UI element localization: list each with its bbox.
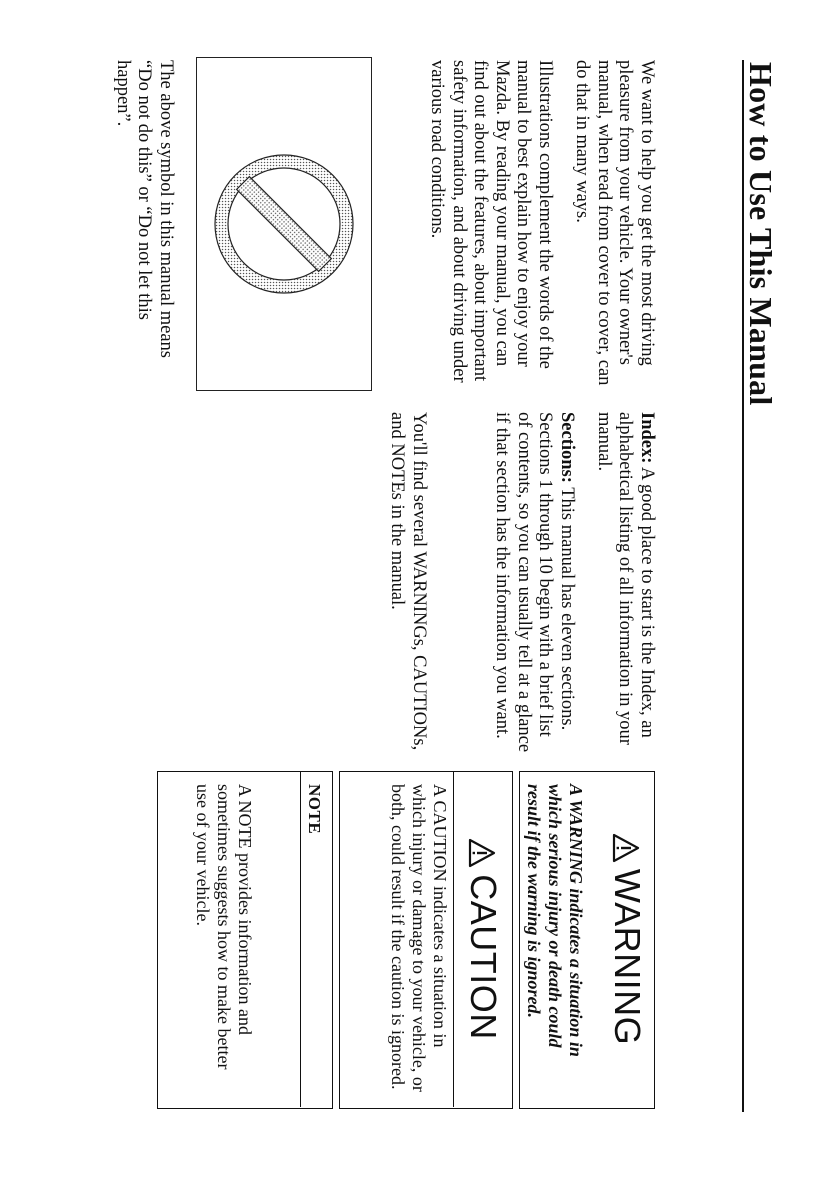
- prohibition-circle-icon: [197, 58, 371, 390]
- note-text: A NOTE provides information and sometimes suggests how to make better use of your vehicle.: [193, 784, 255, 1070]
- symbol-box: [196, 57, 372, 391]
- note-heading: NOTE: [305, 784, 324, 835]
- illustrations-paragraph: Illustrations complement the words of the manual to best explain how to enjoy your Mazda. By reading your manual, you can find out about the features, about important safety information, and about driving under various road conditions.: [427, 60, 555, 383]
- note-divider: [300, 771, 301, 1107]
- caution-heading-text: CAUTION: [463, 874, 504, 1040]
- intro-paragraph: We want to help you get the most driving pleasure from your vehicle. Your owner's manual, when read from cover to cover, can do that in many ways.: [572, 60, 657, 386]
- index-paragraph: [593, 412, 658, 755]
- index-label: Index:: [637, 412, 657, 464]
- page-title: How to Use This Manual: [743, 62, 779, 406]
- warning-triangle-icon: [612, 833, 640, 863]
- index-text: A good place to start is the Index, an alphabetical listing of all information in your manual.: [594, 412, 657, 745]
- caution-heading: [453, 771, 513, 1107]
- symbol-caption: The above symbol in this manual means “Do not do this” or “Do not let this happen”.: [113, 60, 176, 358]
- sections-label: Sections:: [557, 412, 577, 483]
- sections-text: This manual has eleven sections. Sections 1 through 10 begin with a brief list of contents, so you can usually tell at a glance if that section has the information you want.: [492, 412, 577, 753]
- caution-text: A CAUTION indicates a situation in which injury or damage to your vehicle, or both, could result if the caution is ignored.: [388, 784, 450, 1092]
- caution-triangle-icon: [468, 838, 496, 868]
- find-paragraph: You'll find several WARNINGs, CAUTIONs, and NOTEs in the manual.: [387, 412, 429, 751]
- title-rule: [742, 60, 744, 1112]
- sections-paragraph: [491, 412, 577, 755]
- warning-heading-text: WARNING: [607, 868, 648, 1046]
- warning-heading: [597, 771, 657, 1107]
- warning-text: A WARNING indicates a situation in which serious injury or death could result if the warning is ignored.: [524, 784, 586, 1057]
